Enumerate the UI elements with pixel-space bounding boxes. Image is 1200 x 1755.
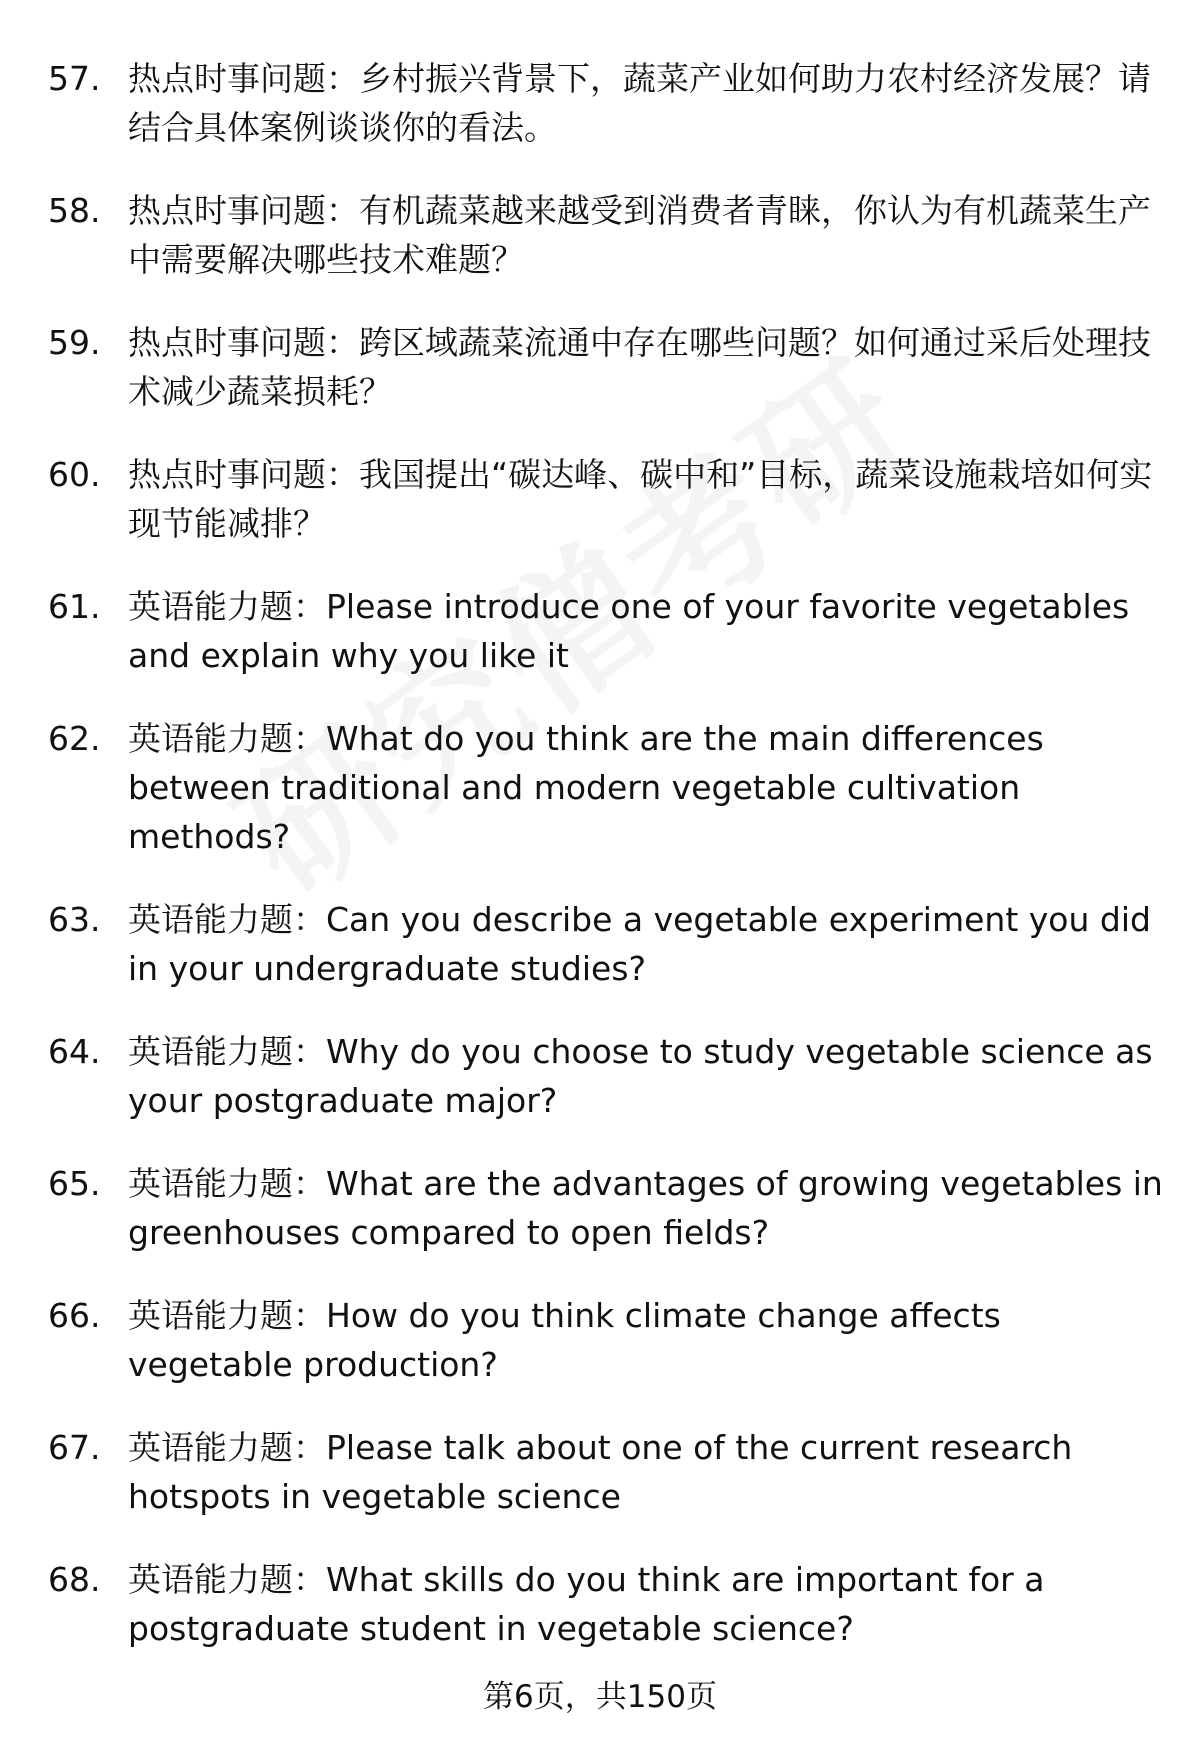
question-text: What are the advantages of growing vegetables in greenhouses compared to open fields? (128, 1164, 1163, 1252)
question-item (48, 318, 1168, 416)
question-category: 英语能力题： (128, 587, 326, 626)
question-body (128, 714, 1168, 861)
question-number: 59. (48, 323, 101, 362)
question-item (48, 1027, 1168, 1125)
question-category: 英语能力题： (128, 1296, 326, 1335)
question-number: 58. (48, 191, 101, 230)
question-category: 热点时事问题： (128, 323, 359, 362)
question-body (128, 895, 1168, 993)
question-number: 57. (48, 59, 101, 98)
question-number: 61. (48, 587, 101, 626)
question-text: Can you describe a vegetable experiment you did in your undergraduate studies? (128, 900, 1151, 988)
question-text: How do you think climate change affects vegetable production? (128, 1296, 1001, 1384)
question-number: 68. (48, 1560, 101, 1599)
question-category: 英语能力题： (128, 1032, 326, 1071)
question-item (48, 582, 1168, 680)
question-category: 热点时事问题： (128, 59, 359, 98)
question-body (128, 1291, 1168, 1389)
question-item (48, 1291, 1168, 1389)
question-category: 英语能力题： (128, 1428, 326, 1467)
question-text: What do you think are the main differences between traditional and modern vegetable cultivation methods? (128, 719, 1044, 856)
question-body (128, 1027, 1168, 1125)
question-item (48, 1159, 1168, 1257)
question-number: 65. (48, 1164, 101, 1203)
question-number: 63. (48, 900, 101, 939)
question-text: 乡村振兴背景下，蔬菜产业如何助力农村经济发展？请结合具体案例谈谈你的看法。 (128, 59, 1151, 147)
question-number: 62. (48, 719, 101, 758)
question-body (128, 186, 1168, 284)
question-body (128, 1423, 1168, 1521)
question-item (48, 450, 1168, 548)
question-number: 66. (48, 1296, 101, 1335)
question-text: What skills do you think are important for a postgraduate student in vegetable science? (128, 1560, 1045, 1648)
question-body (128, 318, 1168, 416)
question-text: 我国提出“碳达峰、碳中和”目标，蔬菜设施栽培如何实现节能减排？ (128, 455, 1153, 543)
question-item (48, 186, 1168, 284)
question-list (48, 54, 1168, 1687)
question-body (128, 1555, 1168, 1653)
question-item (48, 714, 1168, 861)
question-category: 英语能力题： (128, 719, 326, 758)
question-text: 有机蔬菜越来越受到消费者青睐，你认为有机蔬菜生产中需要解决哪些技术难题？ (128, 191, 1151, 279)
question-category: 热点时事问题： (128, 191, 359, 230)
question-body (128, 1159, 1168, 1257)
question-text: Why do you choose to study vegetable science as your postgraduate major? (128, 1032, 1153, 1120)
question-text: Please talk about one of the current research hotspots in vegetable science (128, 1428, 1073, 1516)
page-footer: 第6页，共150页 (483, 1679, 717, 1715)
question-number: 67. (48, 1428, 101, 1467)
question-item (48, 54, 1168, 152)
question-item (48, 1423, 1168, 1521)
question-item (48, 1555, 1168, 1653)
question-category: 英语能力题： (128, 1560, 326, 1599)
question-category: 英语能力题： (128, 900, 326, 939)
question-body (128, 54, 1168, 152)
question-number: 60. (48, 455, 101, 494)
question-number: 64. (48, 1032, 101, 1071)
question-text: 跨区域蔬菜流通中存在哪些问题？如何通过采后处理技术减少蔬菜损耗？ (128, 323, 1151, 411)
question-category: 热点时事问题： (128, 455, 359, 494)
question-category: 英语能力题： (128, 1164, 326, 1203)
question-body (128, 582, 1168, 680)
question-text: Please introduce one of your favorite vegetables and explain why you like it (128, 587, 1130, 675)
question-item (48, 895, 1168, 993)
question-body (128, 450, 1168, 548)
